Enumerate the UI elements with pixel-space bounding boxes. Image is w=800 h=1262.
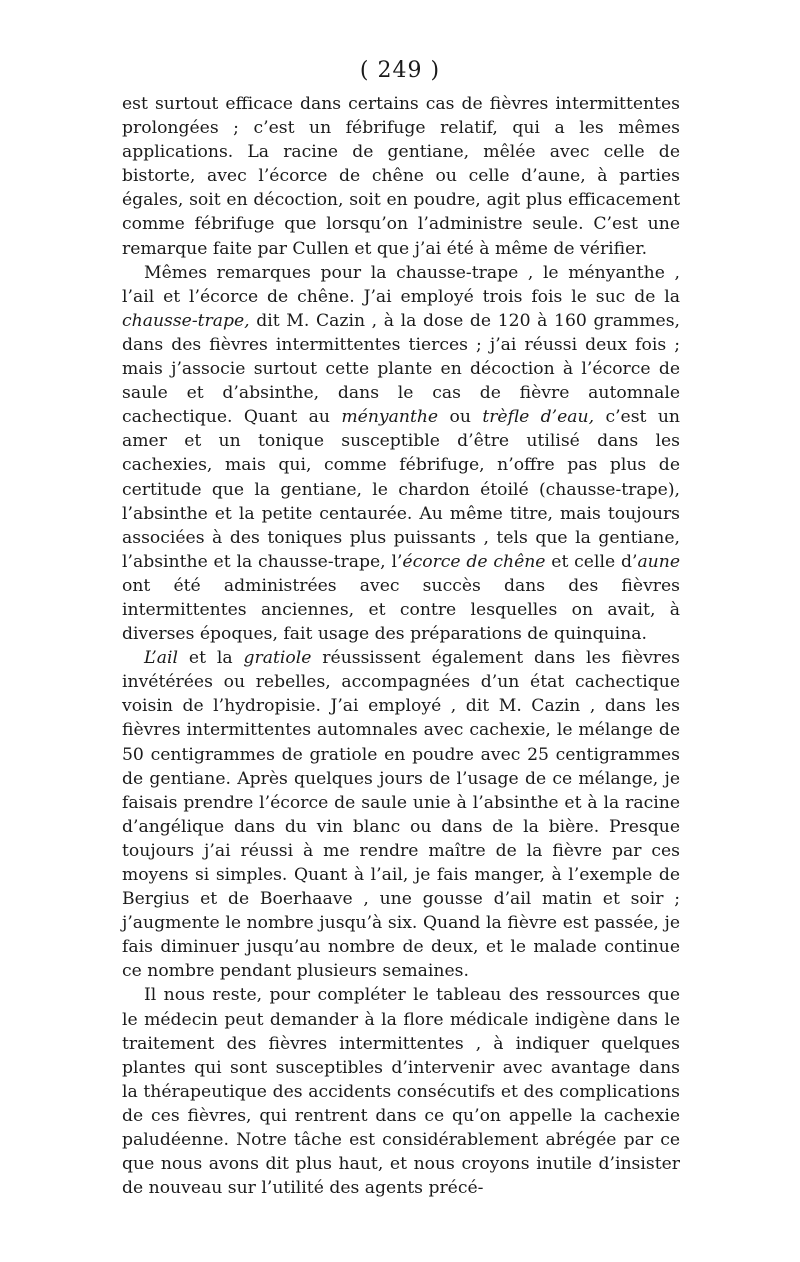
p2-text-5: et celle d’ xyxy=(545,551,638,572)
p2-text-4: c’est un amer et un tonique susceptible d’être utilisé dans les cachexies, mais qui, comme fébrifuge, n’offre pas plus de certitude que la gentiane, le chardon étoilé (chausse-trape), l’absinthe et la petite centaurée. Au même titre, mais toujours associées à des toniques plus puissants , tels que la gentiane, l’absinthe et la chausse-trape, l’ xyxy=(122,407,680,572)
p2-italic-ecorce-de-chene: écorce de chêne xyxy=(402,551,546,572)
paragraph-2 xyxy=(122,261,680,647)
paragraph-3 xyxy=(122,646,680,983)
body-text xyxy=(122,92,680,1200)
p3-text-2: réussissent également dans les fièvres invétérées ou rebelles, accompagnées d’un état cachectique voisin de l’hydropisie. J’ai employé , dit M. Cazin , dans les fièvres intermittentes automnales avec cachexie, le mélange de 50 centigrammes de gratiole en poudre avec 25 centigrammes de gentiane. Après quelques jours de l’usage de ce mélange, je faisais prendre l’écorce de saule unie à l’absinthe et à la racine d’angélique dans du vin blanc ou dans de la bière. Presque toujours j’ai réussi à me rendre maître de la fièvre par ces moyens si simples. Quant à l’ail, je fais manger, à l’exemple de Bergius et de Boerhaave , une gousse d’ail matin et soir ; j’augmente le nombre jusqu’à six. Quand la fièvre est passée, je fais diminuer jusqu’au nombre de deux, et le malade continue ce nombre pendant plusieurs semaines. xyxy=(122,648,680,982)
p2-text-1: Mêmes remarques pour la chausse-trape , le ményanthe , l’ail et l’écorce de chêne. J’ai employé trois fois le suc de la xyxy=(122,262,680,307)
paragraph-4 xyxy=(122,983,680,1200)
p2-italic-chausse-trape: chausse-trape, xyxy=(122,310,250,331)
p3-italic-gratiole: gratiole xyxy=(243,648,312,669)
p2-italic-trefle-deau: trèfle d’eau, xyxy=(482,407,595,428)
p2-text-2: dit M. Cazin , à la dose de 120 à 160 grammes, dans des fièvres intermittentes tierces ; j’ai réussi deux fois ; mais j’associe surtout cette plante en décoction à l’écorce de saule et d’absinthe, dans le cas de fièvre automnale cachectique. Quant au xyxy=(122,310,680,428)
p3-text-1: et la xyxy=(178,648,244,669)
p2-text-3: ou xyxy=(438,407,483,428)
p2-text-6: ont été administrées avec succès dans des fièvres intermittentes anciennes, et contre lesquelles on avait, à diverses époques, fait usage des préparations de quinquina. xyxy=(122,575,680,645)
p2-italic-menyanthe: ményanthe xyxy=(341,407,439,428)
p1-text: est surtout efficace dans certains cas de fièvres intermittentes prolongées ; c’est un fébrifuge relatif, qui a les mêmes applications. La racine de gentiane, mêlée avec celle de bistorte, avec l’écorce de chêne ou celle d’aune, à parties égales, soit en décoction, soit en poudre, agit plus efficacement comme fébrifuge que lorsqu’on l’administre seule. C’est une remarque faite par Cullen et que j’ai été à même de vérifier. xyxy=(122,94,680,259)
p4-text: Il nous reste, pour compléter le tableau des ressources que le médecin peut demander à la flore médicale indigène dans le traitement des fièvres intermittentes , à indiquer quelques plantes qui sont susceptibles d’intervenir avec avantage dans la thérapeutique des accidents consécutifs et des complications de ces fièvres, qui rentrent dans ce qu’on appelle la cachexie paludéenne. Notre tâche est considérablement abrégée par ce que nous avons dit plus haut, et nous croyons inutile d’insister de nouveau sur l’utilité des agents précé- xyxy=(122,985,680,1199)
p3-italic-lail: L’ail xyxy=(144,648,178,669)
page-number: ( 249 ) xyxy=(359,58,441,83)
p2-italic-aune: aune xyxy=(637,551,680,572)
paragraph-1 xyxy=(122,92,680,261)
